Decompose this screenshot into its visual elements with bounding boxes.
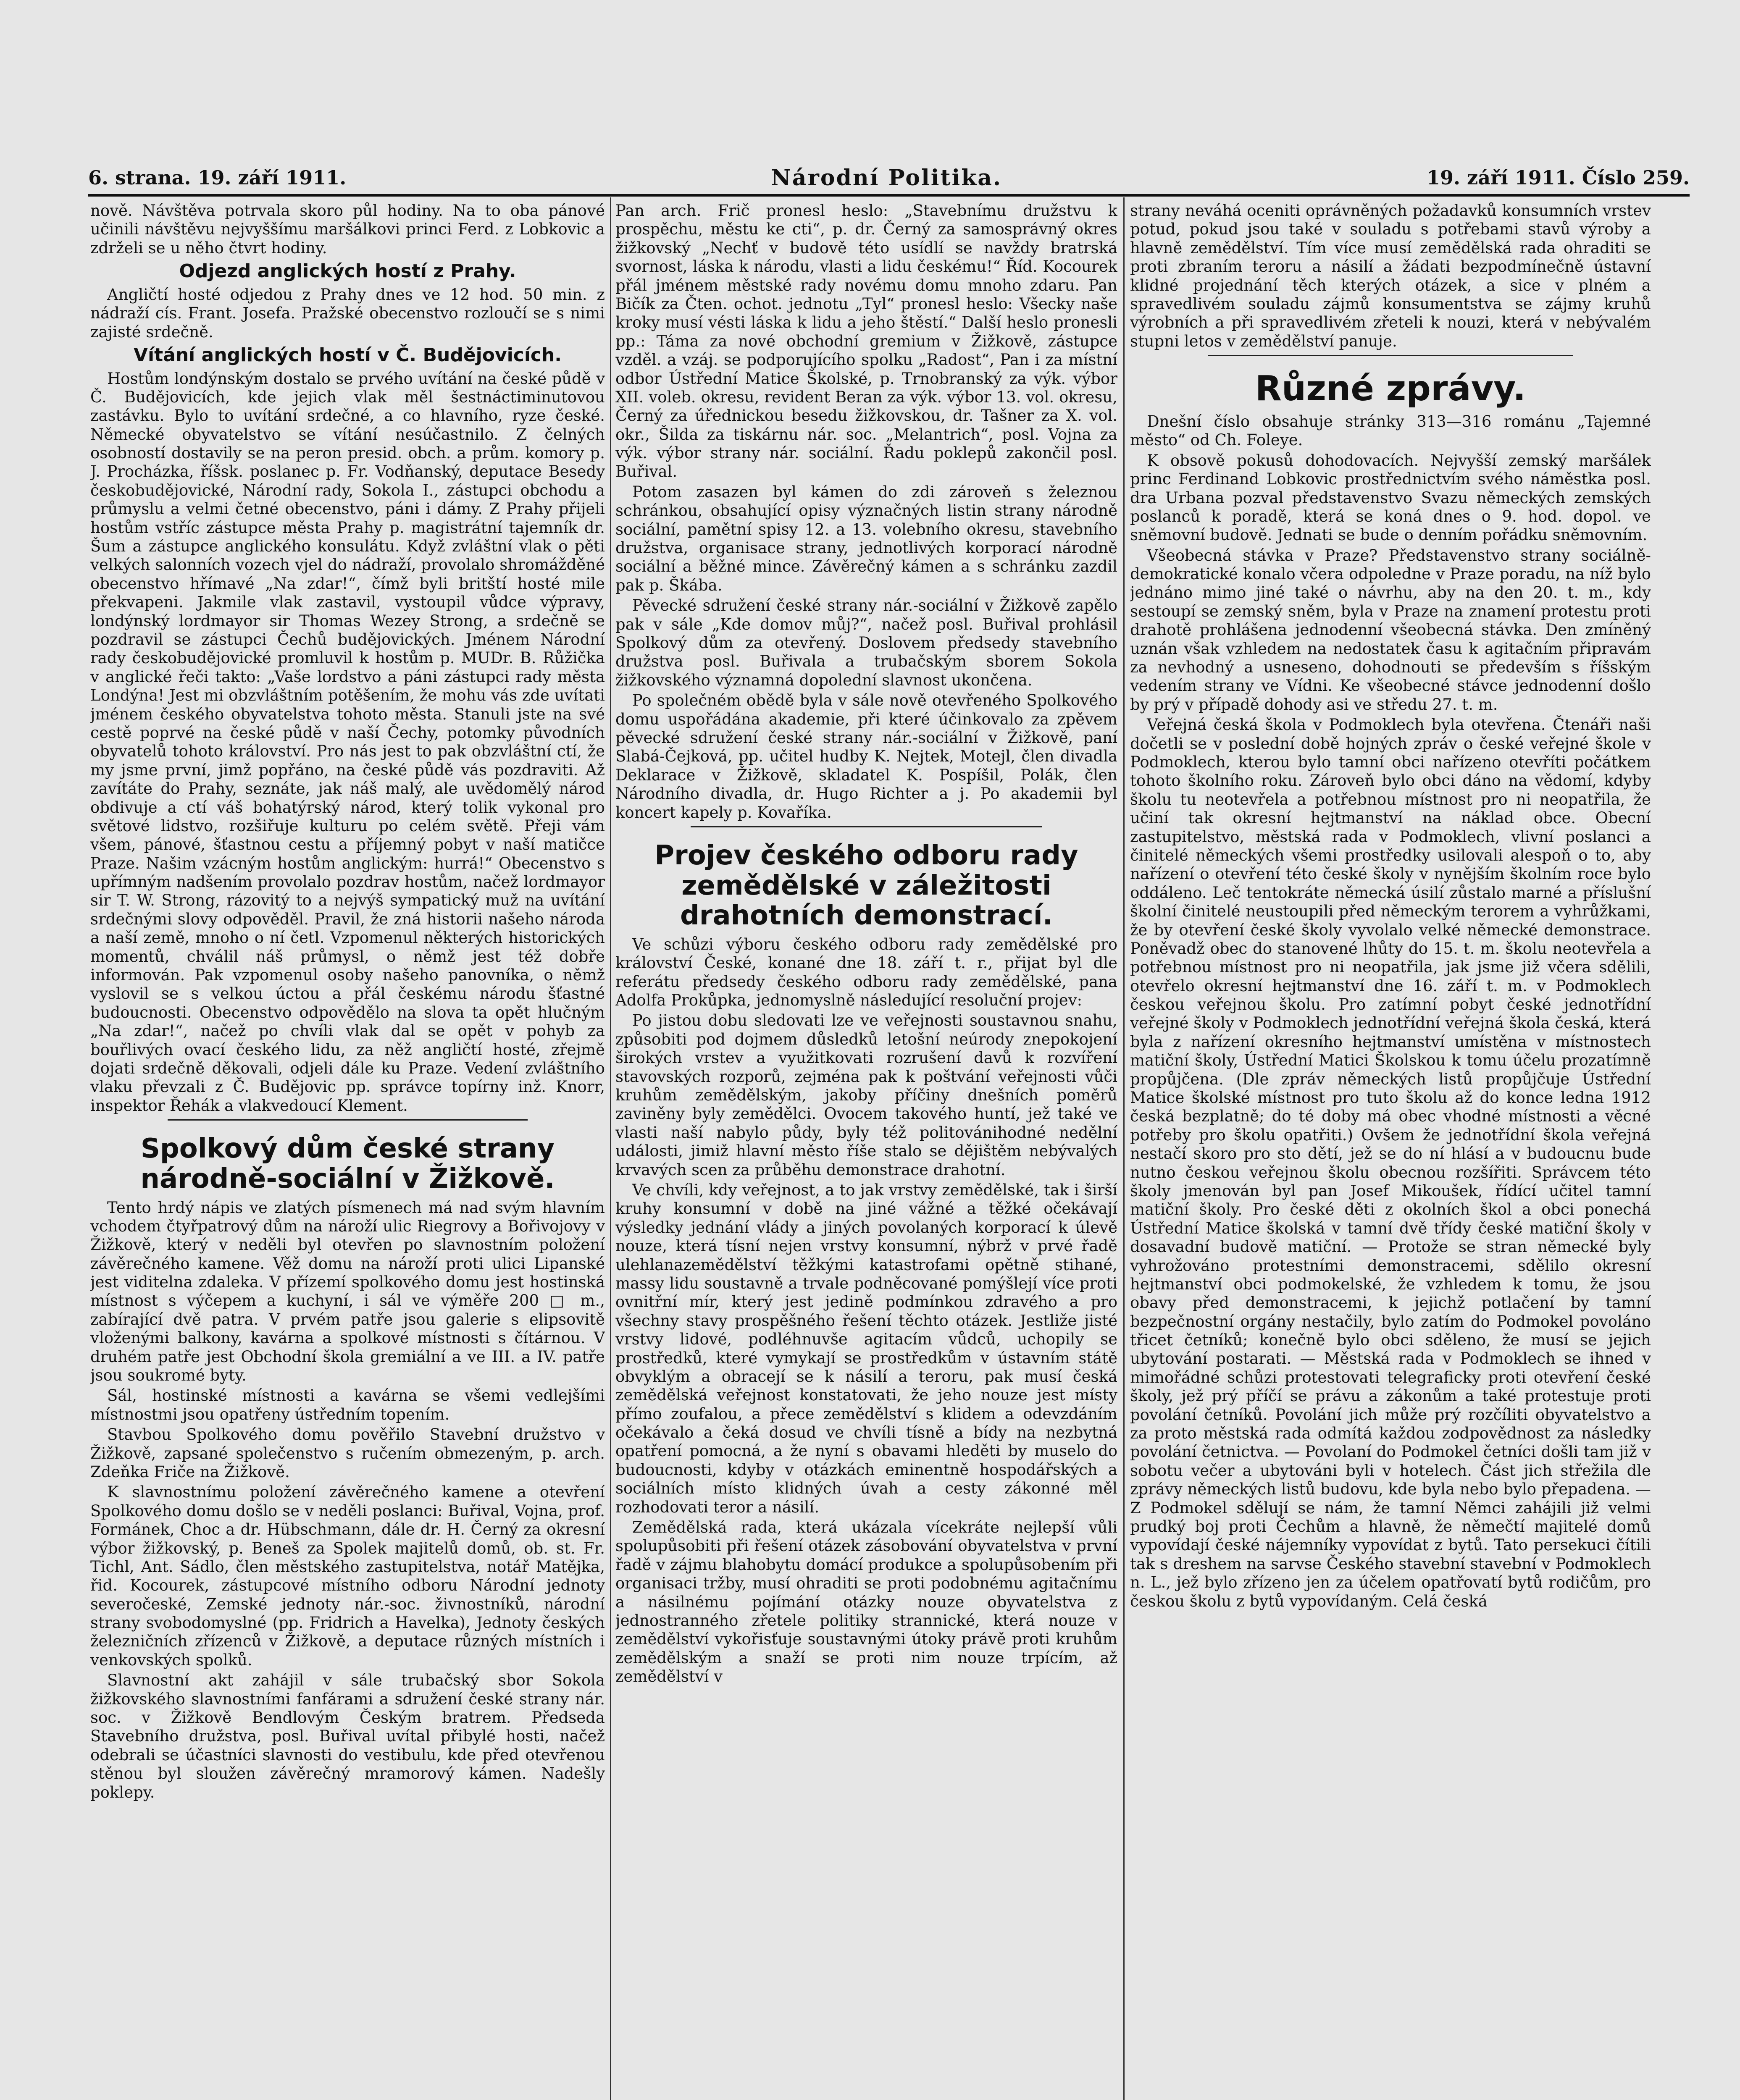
column-divider <box>610 197 611 2100</box>
paragraph: Zemědělská rada, která ukázala vícekráte nejlepší vůli spolupůsobiti při řešení otázek zásobování obyvatelstva v první řadě v zájmu blahobytu domácí produkce a spolupůsobením při organisaci tržby, musí ohraditi se proti podobnému agitačnímu a násilnému pojímání otázky nouze obyvatelstva z jednostranného zřetele politiky strannické, která nouze v zemědělství vykořisťuje soustavnými útoky právě proti kruhům zemědělským a snaží se proti nim nouze trpícím, až zemědělství v <box>615 1518 1117 1686</box>
paragraph: Ve chvíli, kdy veřejnost, a to jak vrstvy zemědělské, tak i širší kruhy konsumní v době na jiné vážné a těžké očekávají výsledky jednání vlády a jiných povolaných korporací k úlevě nouze, která tísní nejen vrstvy konsumní, nýbrž v prvé řadě ulehlanazemědělství těžkými katastrofami opětně stihané, massy lidu soustavně a trvale podněcované pomýšlejí více proti ovnitřní mír, který jest jedině podmínkou zdravého a pro všechny stavy prospěšného řešení těchto otázek. Jestliže jisté vrstvy lidové, podléhnuvše agitacím vůdců, uchopily se prostředků, které vymykají se prostředkům v ústavním státě obvyklým a obracejí se k násilí a teroru, pak musí česká zemědělská veřejnost konstatovati, že jeho nouze jest místy přímo zoufalou, a přece zemědělství s klidem a odevzdáním očekávalo a čeká dosud ve chvíli tísně a bídy na nezbytná opatření pomocná, a že nyní s obavami hleděti by muselo do budoucnosti, kdyby v otázkách eminentně hospodářských a sociálních místo klidných úvah a cesty zákonné měl rozhodovati teror a násilí. <box>615 1181 1117 1516</box>
headline-odjezd: Odjezd anglických hostí z Prahy. <box>179 260 516 282</box>
paragraph: Po společném obědě byla v sále nově otevřeného Spolkového domu uspořádána akademie, při které účinkovalo za zpěvem pěvecké sdružení české strany nár.-sociální v Žižkově, paní Slabá-Čejková, pp. učitel hudby K. Nejtek, Motejl, člen divadla Deklarace v Žižkově, skladatel K. Pospíšil, Polák, člen Národního divadla, dr. Hugo Richter a j. Po akademii byl koncert kapely p. Kovaříka. <box>615 691 1117 822</box>
headline-ruzne-zpravy: Různé zprávy. <box>1255 369 1526 409</box>
column-2 <box>615 202 1117 2100</box>
paragraph: Hostům londýnským dostalo se prvého uvítání na české půdě v Č. Budějovicích, kde jejich vlak měl šestnáctiminutovou zastávku. Bylo to uvítání srdečné, a co hlavního, ryze české. Německé obyvatelstvo se vítání nesúčastnilo. Z čelných osobností dostavily se na peron presid. obch. a prům. komory p. J. Procházka, říšsk. poslanec p. Fr. Vodňanský, deputace Besedy českobudějovické, Národní rady, Sokola I., zástupci obchodu a průmyslu a velmi četné obecenstvo, páni i dámy. Z Prahy přijeli hostům vstříc zástupce města Prahy p. magistrátní tajemník dr. Šum a zástupce anglického konsulátu. Když zvláštní vlak o pěti velkých salonních vozech vjel do nádraží, provolalo shromážděné obecenstvo hřímavé „Na zdar!“, čímž byli britští hosté mile překvapeni. Jakmile vlak zastavil, vystoupil vůdce výpravy, londýnský lordmayor sir Thomas Wezey Strong, a srdečně se pozdravil se zástupci Čechů budějovických. Jménem Národní rady českobudějovické promluvil k hostům p. MUDr. B. Růžička v anglické řeči takto: „Vaše lordstvo a páni zástupci rady města Londýna! Jest mi obzvláštním potěšením, že mohu vás zde uvítati jménem českého obyvatelstva tohoto města. Stanuli jste na své cestě poprvé na české půdě v naší Čechy, potomky původních obyvatelů tohoto království. Pro nás jest to pak obzvláštní ctí, že my jsme první, jimž popřáno, na české půdě vás pozdraviti. Až zavítáte do Prahy, seznáte, jak náš malý, ale uvědomělý národ obdivuje a ctí váš bohatýrský národ, který tolik vykonal pro světové lidstvo, rozšiřuje kulturu po celém světě. Přeji vám všem, pánové, šťastnou cestu a příjemný pobyt v naší matičce Praze. Našim vzácným hostům anglickým: hurrá!“ Obecenstvo s upřímným nadšením provolalo pozdrav hostům, načež lordmayor sir T. W. Strong, rázovitý to a nejvýš sympatický muž na uvítání srdečnými slovy odpověděl. Pravil, že zná historii našeho národa a naší země, mnoho o ní četl. Vzpomenul některých historických momentů, chválil náš průmysl, o němž jest též dobře informován. Pak vzpomenul osoby našeho panovníka, o němž vyslovil se s velkou úctou a přál českému národu šťastné budoucnosti. Obecenstvo odpovědělo na slova ta opět hlučným „Na zdar!“, načež po chvíli vlak dal se opět v pohyb za bouřlivých ovací českého lidu, za něž angličtí hosté, zřejmě dojati srdečně děkovali, odjeli dále ku Praze. Vedení zvláštního vlaku převzali z Č. Budějovic pp. správce topírny inž. Knorr, inspektor Řehák a vlakvedoucí Klement. <box>90 369 605 1115</box>
paragraph: Stavbou Spolkového domu pověřilo Stavební družstvo v Žižkově, zapsané společenstvo s ručením obmezeným, p. arch. Zdeňka Fričе na Žižkově. <box>90 1425 605 1481</box>
newspaper-title: Národní Politika. <box>771 165 1002 191</box>
section-divider <box>691 826 1042 835</box>
paragraph: Pěvecké sdružení české strany nár.-sociální v Žižkově zapělo pak v sále „Kde domov můj?“, načež posl. Buřival prohlásil Spolkový dům za otevřený. Doslovem předsedy stavebního družstva posl. Buřivala a trubačským sborem Sokola žižkovského významná dopolední slavnost ukončena. <box>615 596 1117 689</box>
paragraph: Ve schůzi výboru českého odboru rady zemědělské pro království České, konané dne 18. září t. r., přijat byl dle referátu předsedy českého odboru rady zemědělské, pana Adolfa Prokůpka, jednomyslně následující resoluční projev: <box>615 935 1117 1010</box>
header-rule <box>88 194 1690 197</box>
paragraph: Dnešní číslo obsahuje stránky 313—316 románu „Tajemné město“ od Ch. Foleye. <box>1130 412 1651 449</box>
paragraph: Veřejná česká škola v Podmoklech byla otevřena. Čtenáři naši dočetli se v poslední době hojných zpráv o české veřejné škole v Podmoklech, kterou bylo tamní obci nařízeno otevříti počátkem tohoto školního roku. Zároveň bylo obci dáno na vědomí, kdyby školu tu neotevřela a potřebnou místnost pro ni neopatřila, že učiní tak okresní hejtmanství na náklad obce. Obecní zastupitelstvo, městská rada v Podmoklech, vlivní poslanci a činitelé německých všemi prostředky usilovali alespoň o to, aby nařízení o otevření této české školy v nynějším školním roce bylo oddáleno. Leč tentokráte německá úsilí zůstalo marné a příslušní školní činitelé neustoupili před německým terorem a vyhrůžkami, že by otevření české školy vyvolalo velké německé demonstrace. Poněvadž obec do stanovené lhůty do 15. t. m. školu neotevřela a potřebnou místnost pro ni neopatřila, jak jsme již včera sdělili, otevřelo okresní hejtmanství dne 16. září t. m. v Podmoklech českou veřejnou školu. Pro zatímní pobyt české jednotřídní veřejné školy v Podmoklech jednotřídní veřejná škola česká, která byla z nařízení okresního hejtmanství umístěna v místnostech matiční školy, Ústřední Matici Školskou k tomu účelu prozatímně propůjčena. (Dle zpráv německých listů propůjčuje Ústřední Matice školské místnost pro tuto školu až do konce ledna 1912 česká bezplatně; do té doby má obec vhodné místnosti a věcné potřeby pro školu opatřiti.) Ovšem že jednotřídní škola veřejná nestačí skoro pro sto dětí, jež se do ní hlásí a v budoucnu bude nutno českou veřejnou školu obecnou rozšířiti. Správcem této školy jmenován byl pan Josef Mikoušek, řídící učitel tamní matiční školy. Pro české děti z okolních škol a obci ponechá Ústřední Matice školská v tamní dvě třídy české matiční školy v dosavadní budově matiční. — Protože se stran německé byly vyhrožováno protestními demonstracemi, sdělilo okresní hejtmanství obci podmokelské, že vzhledem k tomu, že jsou obavy před demonstracemi, k jejichž potlačení by tamní bezpečnostní orgány nestačily, bylo zatím do Podmokel povoláno třicet četníků; konečně bylo obci sděleno, že musí se jejich ubytování postarati. — Městská rada v Podmoklech se ihned v mimořádné schůzi protestovati telegraficky proti otevření české školy, jež prý příčí se právu a zákonům a také protestuje proti povolání četníků. Povolání jich může prý rozčíliti obyvatelstvo a za proto městská rada odmítá každou zodpovědnost za následky povolání četnictva. — Povolaní do Podmokel četníci došli tam již v sobotu večer a ubytováni byli v hotelech. Část jich střežila dle zprávy německých listů budovu, kde byla nebo bylo přepadena. — Z Podmokel sdělují se nám, že tamní Němci zahájili již velmi prudký boj proti Čechům a hlavně, že němečtí majitelé domů vypovídají české nájemníky vypovídat z bytů. Tato persekuci čítili tak s dreshem na sarvse Českého stavební stavební v Podmoklech n. L., jež bylo zřízeno jen za účelem opatřovatí bytů rodičům, pro českou školu z bytů vypovídaným. Celá česká <box>1130 716 1651 1610</box>
paragraph: Slavnostní akt zahájil v sále trubačský sbor Sokola žižkovského slavnostními fanfárami a sdružení české strany nár. soc. v Žižkově Bendlovým Českým bratrem. Předseda Stavebního družstva, posl. Buřival uvítal přibylé hosti, načež odebrali se účastníci slavnosti do vestibulu, kde před otevřenou stěnou byl sloužen závěrečný mramorový kámen. Nadešly poklepy. <box>90 1671 605 1801</box>
headline-projev: Projev českého odboru rady zemědělské v záležitosti drahotních demonstrací. <box>654 840 1078 932</box>
section-divider <box>168 1119 528 1128</box>
headline-spolkovy-dum: Spolkový dům české strany národně-sociální v Žižkově. <box>140 1133 555 1194</box>
column-divider <box>1123 197 1125 2100</box>
paragraph: Pan arch. Frič pronesl heslo: „Stavebnímu družstvu k prospěchu, městu ke cti“, p. dr. Černý za samosprávný okres žižkovský „Nechť v budově této usídlí se navždy bratrská svornost, láska k národu, vlasti a lidu českému!“ Říd. Kocourek přál jménem městské rady novému domu mnoho zdaru. Pan Bičík za Čten. ochot. jednotu „Tyl“ pronesl heslo: Všecky naše kroky musí vésti láska k lidu a jeho štěstí.“ Další heslo pronesli pp.: Táma za nové obchodní gremium v Žižkově, zástupce vzděl. a vzáj. se podporujícího spolku „Radost“, Pan i za místní odbor Ústřední Matice Školské, p. Trnobranský za výk. výbor XII. voleb. okresu, revident Beran za výk. výbor 13. vol. okresu, Černý za úřednickou besedu žižkovskou, dr. Tašner za X. vol. okr., Šilda za tiskárnu nár. soc. „Melantrich“, posl. Vojna za výk. výbor strany nár. sociální. Řadu poklepů zakončil posl. Buřival. <box>615 202 1117 481</box>
paragraph: Angličtí hosté odjedou z Prahy dnes ve 12 hod. 50 min. z nádraží cís. Frant. Josefa. Pražské obecenstvo rozloučí se s nimi zajisté srdečně. <box>90 285 605 341</box>
paragraph: nově. Návštěva potrvala skoro půl hodiny. Na to oba pánové učinili návštěvu nejvyššímu maršálkovi princi Ferd. z Lobkovic a zdrželi se u něho čtvrt hodiny. <box>90 202 605 257</box>
paragraph: Tento hrdý nápis ve zlatých písmenech má nad svým hlavním vchodem čtyřpatrový dům na nároží ulic Riegrovy a Bořivojovy v Žižkově, který v neděli byl otevřen po slavnostním položení závěrečného kamene. Věž domu na nároží proti ulici Lipanské jest viditelna zdaleka. V přízemí spolkového domu jest hostinská místnost s výčepem a kuchyní, i sál ve výměře 200 □ m., zabírající dvě patra. V prvém patře jsou galerie s elipsovitě vloženými balkony, kavárna a spolkové místnosti s čítárnou. V druhém patře jest Obchodní škola gremiální a ve III. a IV. patře jsou soukromé byty. <box>90 1198 605 1385</box>
column-1 <box>90 202 605 2100</box>
column-3 <box>1130 202 1651 2100</box>
paragraph: Potom zasazen byl kámen do zdi zároveň s železnou schránkou, obsahující opisy význačných listin strany národně sociální, pamětní spisy 12. a 13. volebního okresu, stavebního družstva, organisace strany, jednotlivých korporací národně sociální a běžné mince. Závěrečný kámen a s schránku zazdil pak p. Škába. <box>615 483 1117 594</box>
paragraph: K slavnostnímu položení závěrečného kamene a otevření Spolkového domu došlo se v neděli poslanci: Buřival, Vojna, prof. Formánek, Choc a dr. Hübschmann, dále dr. H. Černý za okresní výbor žižkovský, p. Beneš za Spolek majitelů domů, ob. st. Fr. Tichl, Ant. Sádlo, člen městského zastupitelstva, notář Matějka, řid. Kocourek, zástupcové místního odboru Národní jednoty severočeské, Zemské jednoty nár.-soc. živnostníků, národní strany svobodomyslné (pp. Fridrich a Havelka), Jednoty českých železničních zřízenců v Žižkově, a deputace různých místních i venkovských spolků. <box>90 1483 605 1669</box>
headline-vitani: Vítání anglických hostí v Č. Budějovicích. <box>133 344 562 366</box>
paragraph: strany neváhá oceniti oprávněných požadavků konsumních vrstev potud, pokud jsou také v souladu s potřebami stavů výroby a hlavně zemědělství. Tím více musí zemědělská rada ohraditi se proti zbraním teroru a násilí a žádati bezpodmínečně ústavní klidné projednání těch kterých otázek, a sice v plném a spravedlivém souladu zájmů konsumentstva se zájmy kruhů výrobních a při spravedlivém zřeteli k nouzi, která v nebývalém stupni letos v zemědělství panuje. <box>1130 202 1651 350</box>
paragraph: Všeobecná stávka v Praze? Představenstvo strany sociálně-demokratické konalo včera odpoledne v Praze poradu, na níž bylo jednáno mimo jiné také o návrhu, aby na den 20. t. m., kdy sestoupí se zemský sněm, byla v Praze na znamení protestu proti drahotě prohlášena jednodenní všeobecná stávka. Den zmíněný uznán však vzhledem na nedostatek času k agitačním připravám za nevhodný a usneseno, dohodnouti se především s říšským vedením strany ve Vídni. Ke všeobecné stávce jednodenní došlo by prý v případě dohody asi ve středu 27. t. m. <box>1130 546 1651 714</box>
header-right: 19. září 1911. Číslo 259. <box>1427 166 1690 189</box>
paragraph: Sál, hostinské místnosti a kavárna se všemi vedlejšími místnostmi jsou opatřeny ústředním topením. <box>90 1386 605 1423</box>
section-divider <box>1208 355 1573 364</box>
header-left: 6. strana. 19. září 1911. <box>88 166 347 189</box>
page-header <box>88 163 1690 192</box>
paragraph: Po jistou dobu sledovati lze ve veřejnosti soustavnou snahu, způsobiti pod dojmem důsledků letošní neúrody znepokojení širokých vrstev a využitkovati rozrušení davů k rozvíření stavovských rozporů, zejména pak k poštvání veřejnosti vůči kruhům zemědělským, jakoby příčiny dnešních poměrů zaviněny byly zemědělci. Ovocem takového huntí, jež také ve vlasti naší nabylo půdy, byly též politovánihodné nedělní události, jimiž hlavní město říše stalo se dějištěm nebývalých krvavých scen za průběhu demonstrace drahotní. <box>615 1011 1117 1179</box>
paragraph: K obsově pokusů dohodovacích. Nejvyšší zemský maršálek princ Ferdinand Lobkovic prostřednictvím svého náměstka posl. dra Urbana pozval představenstvo Svazu německých zemských poslanců k poradě, která se koná dnes o 9. hod. dopol. ve sněmovní budově. Jednati se bude o denním pořádku sněmovním. <box>1130 451 1651 544</box>
